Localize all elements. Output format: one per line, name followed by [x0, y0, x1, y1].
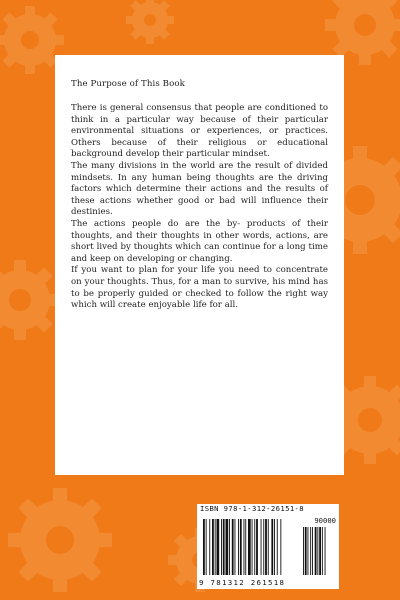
barcode-bars	[203, 515, 335, 577]
price-code: 90000	[314, 516, 336, 525]
paragraph: The actions people do are the by- products of their thoughts, and their thoughts in other words, actions, are short lived by thoughts which can continue for a long time and keep on developing or changing.	[71, 218, 328, 264]
ean-digits: 9 781312 261518	[199, 578, 286, 587]
paragraph: If you want to plan for your life you need to concentrate on your thoughts. Thus, for a man to survive, his mind has to be properly guided or checked to follow the right way which will create enjoyable life for all.	[71, 265, 328, 311]
text-panel	[55, 55, 344, 475]
paragraph: There is general consensus that people are conditioned to think in a particular way because of their particular environmental situations or experiences, or practices. Others because of their religious or educational background develop their particular mindset.	[71, 103, 328, 160]
paragraph: The many divisions in the world are the result of divided mindsets. In any human being thoughts are the driving factors which determine their actions and the results of these actions whether good or bad will influence their destinies.	[71, 160, 328, 218]
book-heading: The Purpose of This Book	[71, 79, 185, 89]
isbn-label: ISBN 978-1-312-26151-8	[200, 504, 304, 513]
barcode-block	[197, 504, 339, 589]
